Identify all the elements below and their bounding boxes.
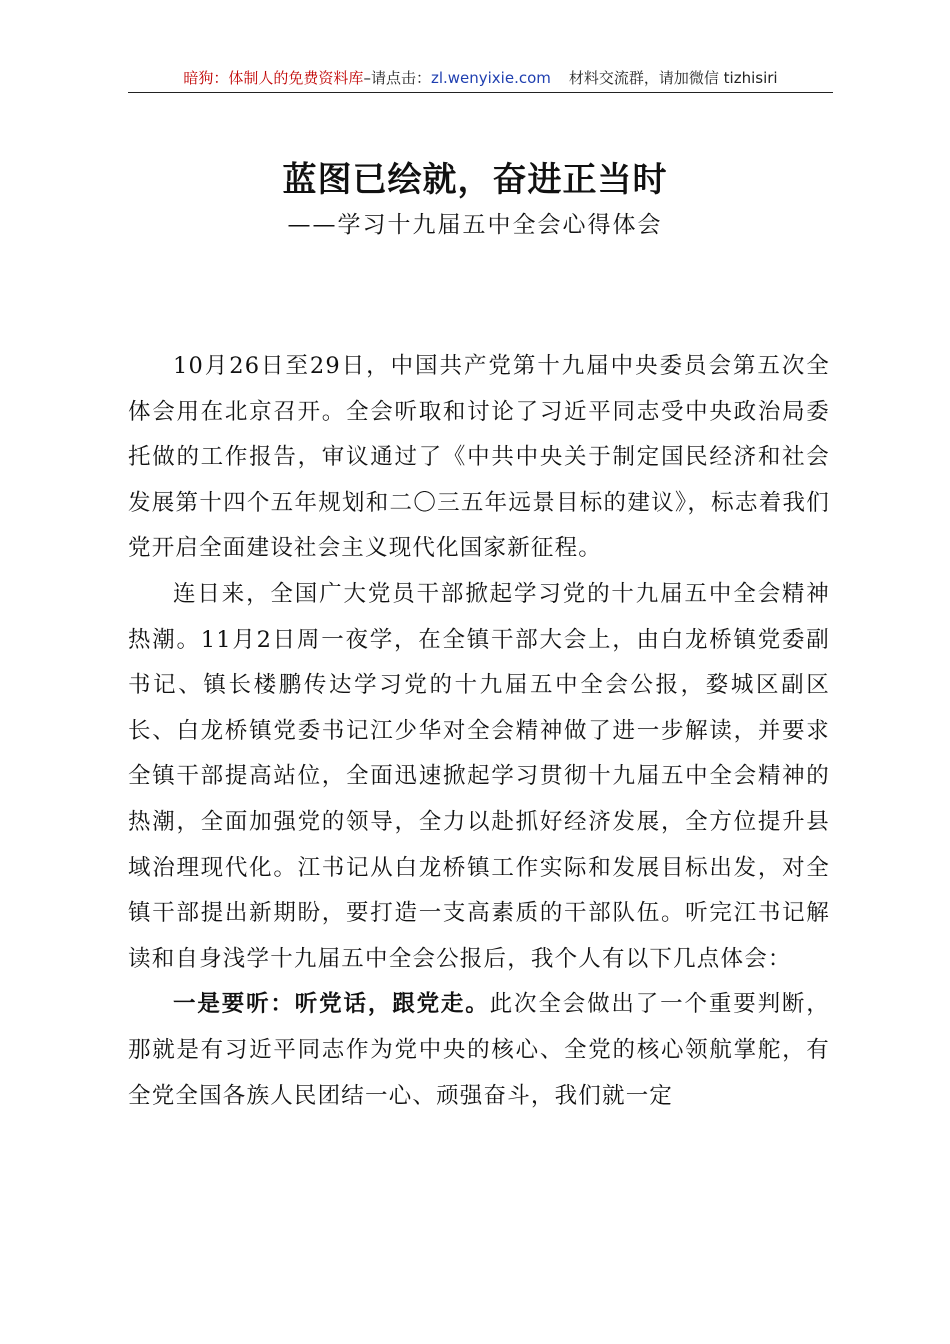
paragraph-3-lead: 一是要听：听党话，跟党走。 — [173, 991, 490, 1018]
header-prompt: –请点击： — [363, 69, 431, 87]
paragraph-3-body: 此次全会做出了一个重要判断，那就是有习近平同志作为党中央的核心、全党的核心领航掌舵，有全党全国各族人民团结一心、顽强奋斗，我们就一定 — [128, 991, 830, 1109]
document-title: 蓝图已绘就，奋进正当时 — [282, 160, 668, 200]
paragraph-3 — [128, 982, 830, 1119]
page-header — [128, 66, 833, 93]
document-subtitle: ——学习十九届五中全会心得体会 — [287, 212, 663, 238]
paragraph-1: 10月26日至29日，中国共产党第十九届中央委员会第五次全体会用在北京召开。全会听取和讨论了习近平同志受中央政治局委托做的工作报告，审议通过了《中共中央关于制定国民经济和社会发展第十四个五年规划和二〇三五年远景目标的建议》，标志着我们党开启全面建设社会主义现代化国家新征程。 — [128, 353, 830, 562]
paragraph-2: 连日来，全国广大党员干部掀起学习党的十九届五中全会精神热潮。11月2日周一夜学，在全镇干部大会上，由白龙桥镇党委副书记、镇长楼鹏传达学习党的十九届五中全会公报，婺城区副区长、白龙桥镇党委书记江少华对全会精神做了进一步解读，并要求全镇干部提高站位，全面迅速掀起学习贯彻十九届五中全会精神的热潮，全面加强党的领导，全力以赴抓好经济发展，全方位提升县域治理现代化。江书记从白龙桥镇工作实际和发展目标出发，对全镇干部提出新期盼，要打造一支高素质的干部队伍。听完江书记解读和自身浅学十九届五中全会公报后，我个人有以下几点体会： — [128, 580, 830, 972]
header-url-link[interactable]: zl.wenyixie.com — [430, 69, 551, 87]
document-body — [128, 344, 830, 1119]
header-brand: 暗狗：体制人的免费资料库 — [183, 69, 364, 87]
header-contact: 材料交流群，请加微信 tizhisiri — [568, 69, 778, 87]
